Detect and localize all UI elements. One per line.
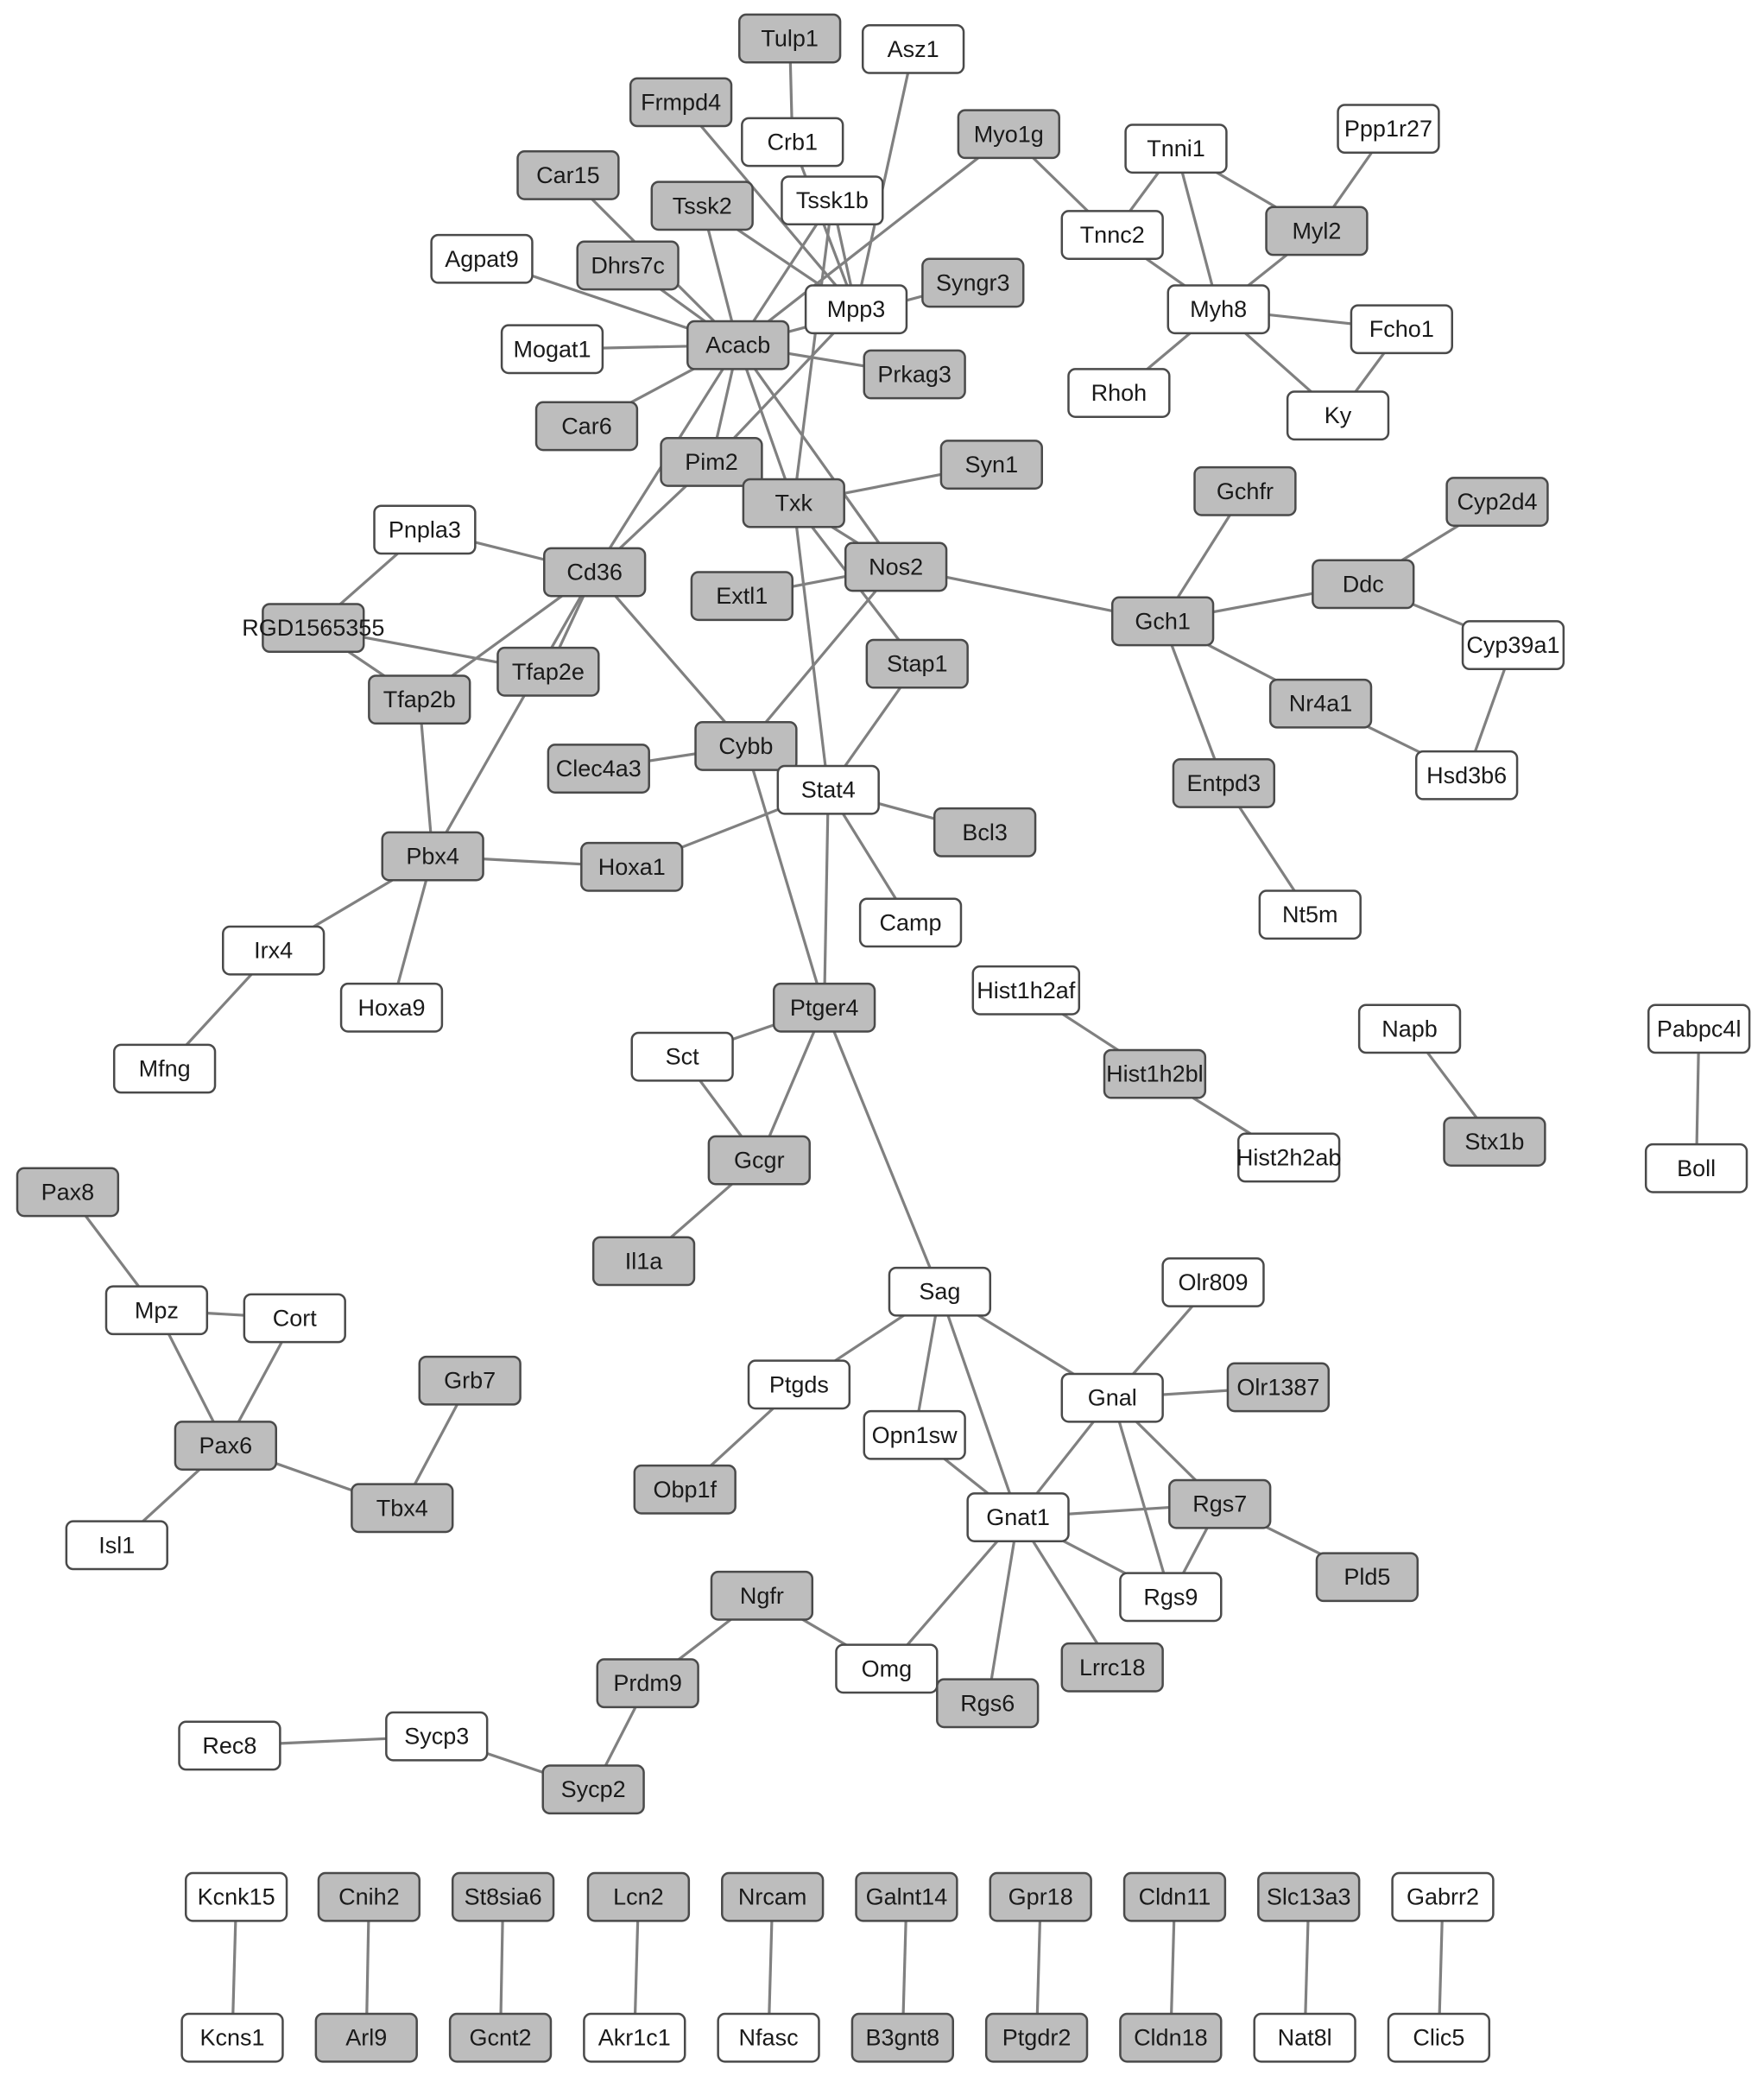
node-label: Acacb <box>705 332 771 358</box>
node-myo1g[interactable] <box>958 111 1059 158</box>
node-label: Entpd3 <box>1186 769 1261 796</box>
node-cyp39a1[interactable] <box>1463 621 1564 668</box>
node-tbx4[interactable] <box>351 1484 452 1532</box>
node-cldn11[interactable] <box>1124 1873 1225 1921</box>
node-pabpc4l[interactable] <box>1648 1005 1749 1053</box>
node-gchfr[interactable] <box>1195 467 1296 515</box>
node-label: Cyp2d4 <box>1457 489 1538 516</box>
node-nrcam[interactable] <box>722 1873 823 1921</box>
node-label: St8sia6 <box>464 1883 542 1910</box>
node-label: Camp <box>879 909 942 936</box>
node-crb1[interactable] <box>742 118 843 166</box>
node-tssk1b[interactable] <box>781 176 882 224</box>
node-label: Pax6 <box>199 1433 253 1459</box>
node-label: Myl2 <box>1292 218 1342 244</box>
node-label: Prdm9 <box>613 1670 682 1697</box>
node-label: Hist1h2af <box>977 977 1076 1003</box>
node-napb[interactable] <box>1359 1005 1460 1053</box>
node-label: Syngr3 <box>936 269 1010 296</box>
node-label: Arl9 <box>345 2024 388 2051</box>
node-label: Tfap2e <box>511 658 585 685</box>
node-sct[interactable] <box>632 1033 733 1080</box>
node-hoxa9[interactable] <box>341 984 442 1031</box>
node-label: Omg <box>861 1655 913 1682</box>
node-label: Mpp3 <box>826 296 886 323</box>
node-label: Rgs9 <box>1143 1584 1198 1611</box>
node-label: Tbx4 <box>376 1495 428 1522</box>
node-frmpd4[interactable] <box>630 79 731 126</box>
node-clec4a3[interactable] <box>548 744 649 792</box>
node-lrrc18[interactable] <box>1062 1643 1163 1691</box>
node-label: Ptgds <box>768 1371 829 1398</box>
node-hist1h2af[interactable] <box>973 966 1079 1014</box>
node-label: Hist2h2ab <box>1236 1144 1342 1171</box>
node-label: Tssk2 <box>672 193 732 219</box>
node-cybb[interactable] <box>696 722 797 769</box>
edge-tssk1b-txk <box>793 200 832 503</box>
node-tfap2b[interactable] <box>369 675 470 723</box>
node-ptgds[interactable] <box>749 1361 850 1408</box>
node-camp[interactable] <box>860 899 961 946</box>
node-label: Cldn11 <box>1138 1883 1211 1910</box>
node-label: Tnni1 <box>1147 136 1205 162</box>
node-ddc[interactable] <box>1312 560 1413 608</box>
node-stx1b[interactable] <box>1445 1117 1546 1165</box>
node-label: Txk <box>775 490 813 516</box>
node-b3gnt8[interactable] <box>852 2014 953 2061</box>
node-olr809[interactable] <box>1163 1258 1264 1306</box>
node-label: Tfap2b <box>383 687 456 713</box>
node-label: Car15 <box>536 161 600 188</box>
node-nt5m[interactable] <box>1260 890 1361 938</box>
node-arl9[interactable] <box>316 2014 417 2061</box>
node-label: Gnal <box>1087 1384 1137 1411</box>
node-pax6[interactable] <box>175 1421 276 1469</box>
node-gcgr[interactable] <box>709 1136 810 1184</box>
node-label: Nos2 <box>869 554 924 580</box>
node-label: Gpr18 <box>1008 1883 1073 1910</box>
node-label: Cort <box>272 1305 317 1332</box>
node-label: Akr1c1 <box>597 2024 671 2051</box>
node-label: Tssk1b <box>795 187 869 214</box>
node-myl2[interactable] <box>1267 207 1368 255</box>
node-galnt14[interactable] <box>857 1873 958 1921</box>
node-label: Myh8 <box>1190 296 1248 323</box>
node-syn1[interactable] <box>941 440 1042 488</box>
node-pbx4[interactable] <box>383 832 484 880</box>
node-label: Olr809 <box>1178 1269 1249 1295</box>
node-label: Gchfr <box>1216 478 1274 504</box>
node-boll[interactable] <box>1646 1144 1747 1192</box>
node-acacb[interactable] <box>687 321 788 369</box>
node-label: Galnt14 <box>865 1883 948 1910</box>
node-label: Agpat9 <box>445 245 519 272</box>
node-myh8[interactable] <box>1168 286 1269 333</box>
node-label: Obp1f <box>653 1476 718 1503</box>
node-label: Pax8 <box>41 1179 95 1206</box>
node-label: Crb1 <box>767 129 819 155</box>
node-car15[interactable] <box>518 151 619 199</box>
node-label: Olr1387 <box>1236 1374 1320 1401</box>
node-obp1f[interactable] <box>635 1465 736 1513</box>
node-label: Cybb <box>718 732 774 759</box>
node-label: Stat4 <box>800 776 856 803</box>
node-label: Cd36 <box>566 559 623 585</box>
node-label: Slc13a3 <box>1266 1883 1351 1910</box>
node-nos2[interactable] <box>845 543 946 591</box>
node-label: Tulp1 <box>761 25 819 52</box>
edge-crb1-mpp3 <box>793 142 857 309</box>
node-label: Hoxa1 <box>597 853 666 880</box>
node-prdm9[interactable] <box>597 1660 699 1707</box>
node-tssk2[interactable] <box>652 182 753 230</box>
node-mpz[interactable] <box>106 1287 207 1334</box>
node-agpat9[interactable] <box>432 235 533 282</box>
edge-ptger4-sag <box>825 1008 940 1292</box>
node-label: Nat8l <box>1277 2024 1332 2051</box>
node-hist1h2bl[interactable] <box>1104 1050 1205 1098</box>
node-mogat1[interactable] <box>502 326 603 373</box>
node-rgs7[interactable] <box>1169 1480 1270 1528</box>
node-label: Asz1 <box>887 35 939 62</box>
node-stat4[interactable] <box>778 766 879 813</box>
node-label: Ky <box>1324 402 1352 429</box>
node-pnpla3[interactable] <box>375 506 476 554</box>
node-label: Napb <box>1381 1016 1438 1042</box>
node-lcn2[interactable] <box>588 1873 689 1921</box>
node-rhoh[interactable] <box>1068 369 1169 416</box>
node-label: Nr4a1 <box>1288 690 1353 717</box>
node-rec8[interactable] <box>180 1722 281 1769</box>
node-pax8[interactable] <box>17 1168 118 1216</box>
node-ptger4[interactable] <box>774 984 875 1031</box>
node-slc13a3[interactable] <box>1258 1873 1359 1921</box>
node-hsd3b6[interactable] <box>1416 751 1517 799</box>
node-rgs6[interactable] <box>937 1680 1038 1727</box>
node-tnnc2[interactable] <box>1062 211 1163 258</box>
node-label: Pbx4 <box>406 843 459 870</box>
node-label: Sct <box>665 1043 699 1070</box>
node-label: Lrrc18 <box>1078 1654 1146 1680</box>
node-label: Gnat1 <box>986 1504 1050 1531</box>
node-label: Car6 <box>561 413 612 440</box>
node-olr1387[interactable] <box>1228 1364 1329 1411</box>
node-label: Gcgr <box>734 1147 785 1174</box>
node-label: Hoxa9 <box>357 994 426 1021</box>
node-irx4[interactable] <box>223 927 324 974</box>
node-rgd1565355[interactable] <box>242 604 384 651</box>
node-label: Ddc <box>1342 571 1384 598</box>
node-label: Ptger4 <box>789 994 859 1021</box>
node-label: Nrcam <box>737 1883 807 1910</box>
node-label: Sycp3 <box>404 1723 470 1750</box>
node-label: Irx4 <box>254 937 294 964</box>
node-mpp3[interactable] <box>806 286 907 333</box>
node-label: Rhoh <box>1091 380 1148 407</box>
node-nr4a1[interactable] <box>1270 680 1371 727</box>
node-label: Rgs7 <box>1192 1491 1248 1517</box>
node-nat8l[interactable] <box>1255 2014 1356 2061</box>
node-label: Bcl3 <box>962 819 1008 845</box>
node-label: Sycp2 <box>560 1776 626 1803</box>
node-label: Stap1 <box>886 650 948 677</box>
node-label: Gch1 <box>1135 608 1191 635</box>
node-gnat1[interactable] <box>968 1493 1069 1541</box>
node-cd36[interactable] <box>544 548 645 596</box>
node-cort[interactable] <box>244 1294 345 1342</box>
node-dhrs7c[interactable] <box>578 242 679 289</box>
node-label: Rec8 <box>202 1732 257 1759</box>
node-opn1sw[interactable] <box>864 1411 965 1459</box>
node-label: Extl1 <box>716 583 768 610</box>
node-label: Dhrs7c <box>591 252 665 279</box>
node-txk[interactable] <box>743 479 844 527</box>
node-label: Ptgdr2 <box>1002 2024 1072 2051</box>
node-gnal[interactable] <box>1062 1374 1163 1421</box>
node-label: Isl1 <box>98 1532 136 1559</box>
edge-stat4-ptger4 <box>825 790 829 1008</box>
node-label: Cnih2 <box>338 1883 400 1910</box>
node-label: Kcnk15 <box>197 1883 275 1910</box>
node-syngr3[interactable] <box>922 259 1023 307</box>
node-label: Pim2 <box>685 448 738 475</box>
node-kcnk15[interactable] <box>186 1873 287 1921</box>
node-pim2[interactable] <box>661 438 762 485</box>
node-label: Gabrr2 <box>1406 1883 1480 1910</box>
node-label: Boll <box>1677 1155 1717 1181</box>
node-fcho1[interactable] <box>1351 306 1452 353</box>
node-cnih2[interactable] <box>319 1873 420 1921</box>
node-label: Il1a <box>624 1248 663 1275</box>
node-ptgdr2[interactable] <box>986 2014 1087 2061</box>
node-label: Hist1h2bl <box>1106 1060 1204 1087</box>
node-il1a[interactable] <box>593 1237 694 1285</box>
edge-txk-stat4 <box>793 503 828 790</box>
node-ky[interactable] <box>1287 391 1388 439</box>
node-stap1[interactable] <box>867 640 968 687</box>
node-bcl3[interactable] <box>934 808 1035 856</box>
node-label: Clec4a3 <box>555 756 642 782</box>
node-omg[interactable] <box>836 1645 937 1693</box>
node-label: Gcnt2 <box>469 2024 532 2051</box>
node-cldn18[interactable] <box>1120 2014 1221 2061</box>
node-label: B3gnt8 <box>865 2024 940 2051</box>
node-nfasc[interactable] <box>718 2014 819 2061</box>
node-label: Cldn18 <box>1134 2024 1208 2051</box>
node-label: Hsd3b6 <box>1426 762 1508 788</box>
node-label: Pld5 <box>1344 1564 1391 1591</box>
node-label: RGD1565355 <box>242 615 385 642</box>
node-sag[interactable] <box>889 1268 990 1315</box>
node-label: Ppp1r27 <box>1344 116 1433 142</box>
node-label: Kcns1 <box>199 2024 265 2051</box>
node-layer <box>17 15 1749 2061</box>
node-mfng[interactable] <box>114 1045 215 1092</box>
node-label: Fcho1 <box>1369 316 1434 343</box>
node-asz1[interactable] <box>863 25 964 73</box>
node-tulp1[interactable] <box>739 15 840 62</box>
node-gabrr2[interactable] <box>1393 1873 1494 1921</box>
node-grb7[interactable] <box>420 1357 521 1404</box>
node-label: Grb7 <box>444 1367 496 1394</box>
node-sycp2[interactable] <box>543 1766 644 1813</box>
node-entpd3[interactable] <box>1173 759 1274 807</box>
edge-sag-gnat1 <box>939 1292 1018 1517</box>
node-label: Mogat1 <box>513 336 591 363</box>
node-cyp2d4[interactable] <box>1447 478 1548 525</box>
node-gch1[interactable] <box>1112 598 1213 645</box>
node-rgs9[interactable] <box>1120 1573 1221 1621</box>
node-ppp1r27[interactable] <box>1338 104 1439 152</box>
node-label: Stx1b <box>1464 1129 1525 1155</box>
node-label: Myo1g <box>973 121 1044 148</box>
node-label: Sag <box>919 1278 961 1305</box>
node-st8sia6[interactable] <box>452 1873 553 1921</box>
node-label: Pnpla3 <box>388 516 461 543</box>
node-isl1[interactable] <box>66 1522 168 1569</box>
node-label: Mfng <box>138 1055 191 1082</box>
node-label: Nfasc <box>738 2024 799 2051</box>
node-label: Nt5m <box>1282 902 1338 928</box>
node-ngfr[interactable] <box>711 1572 812 1619</box>
node-akr1c1[interactable] <box>584 2014 685 2061</box>
node-label: Lcn2 <box>613 1883 664 1910</box>
node-label: Syn1 <box>964 452 1019 478</box>
node-extl1[interactable] <box>692 573 793 620</box>
node-gpr18[interactable] <box>990 1873 1091 1921</box>
node-gcnt2[interactable] <box>450 2014 551 2061</box>
node-label: Mpz <box>134 1297 179 1324</box>
node-label: Ngfr <box>739 1582 784 1609</box>
node-tnni1[interactable] <box>1126 125 1227 173</box>
node-clic5[interactable] <box>1388 2014 1489 2061</box>
node-label: Pabpc4l <box>1656 1016 1742 1042</box>
node-tfap2e[interactable] <box>497 648 598 695</box>
node-hist2h2ab[interactable] <box>1236 1134 1342 1181</box>
node-kcns1[interactable] <box>182 2014 283 2061</box>
node-label: Frmpd4 <box>641 89 722 116</box>
node-label: Prkag3 <box>877 361 952 388</box>
node-label: Clic5 <box>1413 2024 1465 2051</box>
node-label: Cyp39a1 <box>1466 632 1560 659</box>
node-prkag3[interactable] <box>864 351 965 398</box>
node-label: Opn1sw <box>871 1421 958 1448</box>
node-label: Rgs6 <box>960 1690 1015 1717</box>
node-hoxa1[interactable] <box>581 843 682 890</box>
node-pld5[interactable] <box>1317 1554 1418 1601</box>
node-sycp3[interactable] <box>386 1712 487 1760</box>
node-car6[interactable] <box>536 402 637 450</box>
node-label: Tnnc2 <box>1079 222 1145 249</box>
